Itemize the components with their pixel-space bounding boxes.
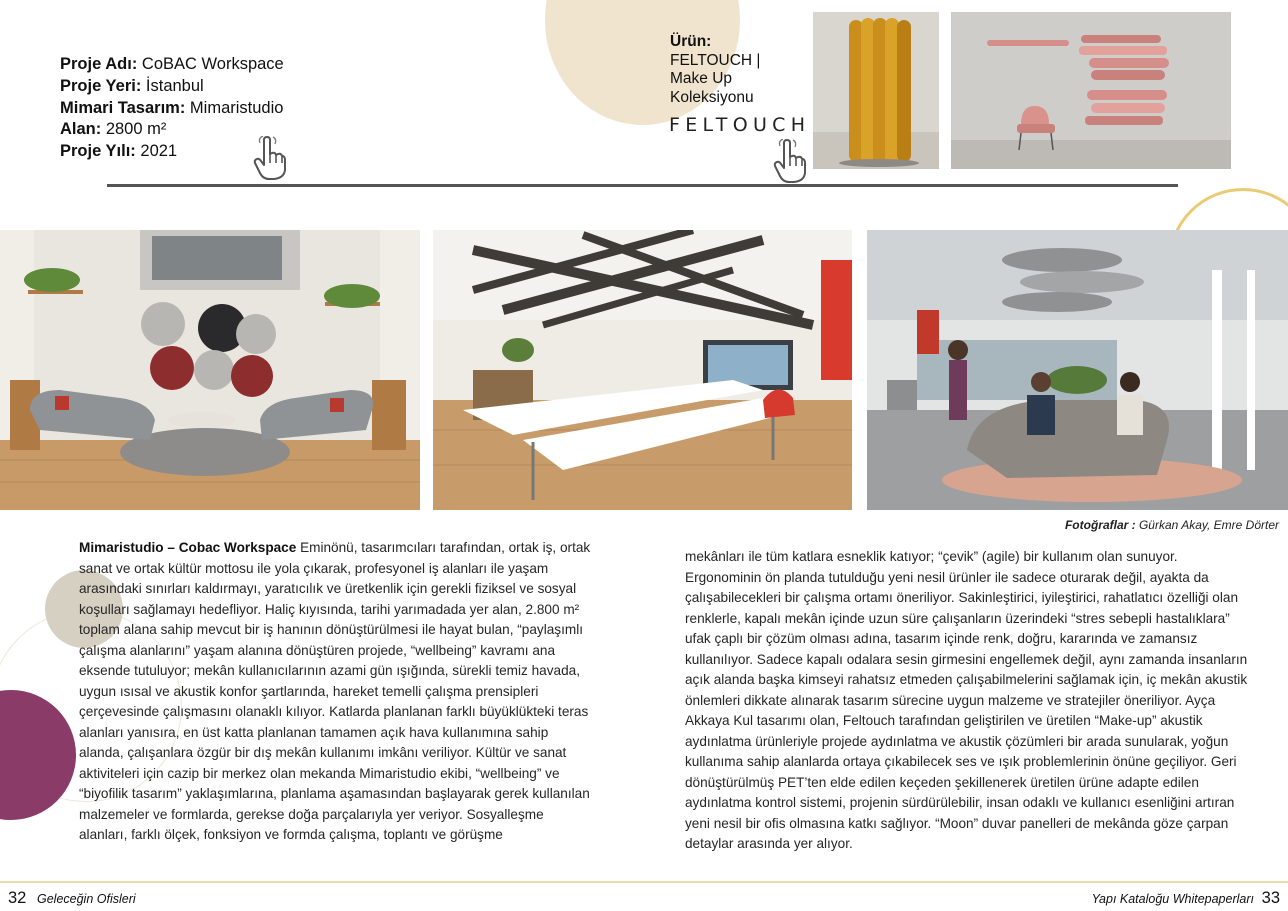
- project-location-row: [60, 76, 284, 98]
- project-location-label: Proje Yeri:: [60, 76, 142, 95]
- article-col1-text: Eminönü, tasarımcıları tarafından, ortak iş, ortak sanat ve ortak kültür mottosu ile yola çıkarak, profesyonel iş alanları ile yaşam arasındaki sınırları kaldırmayı, yaratıcılık ve üretkenlik için gerekli fiziksel ve sosyal koşulları sağlamayı hedefliyor. Haliç kıyısında, tarihi yarımadada yer alan, 2.800 m² toplam alana sahip mevcut bir iş hanının dönüştürülmesi ile hayat bulan, “paylaşımlı çalışma alanlarını” yaşam alanına dönüştüren projede, “wellbeing” kavramı ana eksende tutuluyor; mekân kullanıcılarının azami gün ışığında, sürekli temiz havada, uygun ısısal ve akustik konfor şartlarında, hareket temelli çalışma prensipleri çerçevesinde çalışmasını olanaklı kılıyor. Katlarda planlanan farklı büyüklükteki teras alanları yanısıra, en üst katta planlanan tamamen açık hava kullanımına sahip alanda, çalışanlara özgür bir dış mekân kullanımı imkânı veriliyor. Kültür ve sanat aktiviteleri için cazip bir merkez olan mekanda Mimaristudio ekibi, “wellbeing” ve “biyofilik tasarım” yaklaşımlarına, planlama aşamasından başlayarak gerek kullanılan malzemeler ve formlarda, gerekse doğa parçalarıyla yer veriyor. Sosyalleşme alanları, farklı ölçek, fonksiyon ve formda çalışma, toplantı ve görüşme: [79, 540, 591, 842]
- project-name-label: Proje Adı:: [60, 55, 138, 73]
- project-area-label: Alan:: [60, 120, 102, 139]
- project-architect-row: [60, 98, 284, 120]
- project-photo-meeting-room: [433, 230, 852, 510]
- project-year-value: 2021: [135, 142, 178, 161]
- photo-credit: [1065, 518, 1279, 532]
- project-name-value: CoBAC Workspace: [137, 55, 284, 73]
- hand-pointer-icon[interactable]: [252, 136, 286, 180]
- right-footer-title: Yapı Kataloğu Whitepaperları: [1091, 892, 1254, 906]
- project-year-label: Proje Yılı:: [60, 142, 136, 161]
- project-location-value: İstanbul: [141, 76, 204, 95]
- feltouch-logo: FELTOUCH: [669, 114, 811, 136]
- divider-rule: [107, 184, 1178, 187]
- left-page-number: 32: [8, 889, 27, 907]
- project-photo-open-workspace: [867, 230, 1288, 510]
- article-paragraph-1: [79, 538, 594, 846]
- project-info: [60, 54, 284, 163]
- photo-credit-label: Fotoğraflar :: [1064, 518, 1136, 532]
- project-photo-lounge: [0, 230, 420, 510]
- product-photo-panels: [951, 12, 1231, 169]
- article-col2-text: mekânları ile tüm katlara esneklik katıyor; “çevik” (agile) bir kullanım olan sunuyor. Ergonominin ön planda tutulduğu yeni nesil ürünler ile sadece oturarak değil, ayakta da çalışabilecekleri bir çalışma ortamı öneriliyor. Sakinleştirici, iyileştirici, rahatlatıcı özelliği olan renklerle, kapalı mekân içinde uzun süre çalışanların üzerindeki “stres sebepli hastalıklara” ufak çaplı bir çözüm olması adına, tasarım içinde renk, doğru, kararında ve zamansız kullanılıyor. Sadece kapalı odalara sesin girmesini engellemek değil, aynı zamanda insanların açık alanda başka kimseyi rahatsız etmeden çalışabilmelerini sağlamak için, iç mekân akustik önlemleri dikkate alınarak tasarım sürecine uygun malzeme ve stratejiler öneriliyor. Ayça Akkaya Kul tasarımı olan, Feltouch tarafından geliştirilen ve üretilen “Make-up” akustik aydınlatma ürünleriyle projede aydınlatma ve akustik çözümleri bir arada sunularak, yoğun kullanıma sahip alanlarda ortaya çıkabilecek ses ve ışık problemlerinin önüne geçiliyor. Geri dönüştürülmüş PET’ten elde edilen keçeden şekillenerek üretilen ürüne adapte edilen aydınlatma kontrol sistemi, projenin sürdürülebilir, insan odaklı ve kullanıcı esenliğini artıran yeni nesil bir ofis olmasına katkı sağlıyor. “Moon” duvar panelleri de mekânda göze çarpan detaylar arasında yer alıyor.: [685, 549, 1248, 851]
- product-photo-screen: [813, 12, 939, 169]
- left-footer-title: Geleceğin Ofisleri: [37, 892, 136, 906]
- hand-pointer-icon[interactable]: [772, 139, 806, 183]
- product-value: FELTOUCH | Make Up Koleksiyonu: [670, 51, 761, 106]
- product-label: Ürün:: [670, 33, 712, 50]
- project-name-row: [60, 54, 284, 76]
- right-page-number: 33: [1261, 889, 1280, 907]
- photo-credit-value: Gürkan Akay, Emre Dörter: [1135, 518, 1279, 532]
- project-area-value: 2800 m²: [101, 120, 167, 139]
- project-architect-label: Mimari Tasarım:: [60, 98, 186, 117]
- footer-rule: [0, 881, 1288, 883]
- project-architect-value: Mimaristudio: [185, 98, 284, 117]
- project-year-row: [60, 141, 284, 163]
- article-column-2: [685, 547, 1253, 855]
- project-area-row: [60, 119, 284, 141]
- article-lead: Mimaristudio – Cobac Workspace: [79, 540, 297, 555]
- product-info: [670, 33, 780, 107]
- article-column-1: [79, 538, 594, 846]
